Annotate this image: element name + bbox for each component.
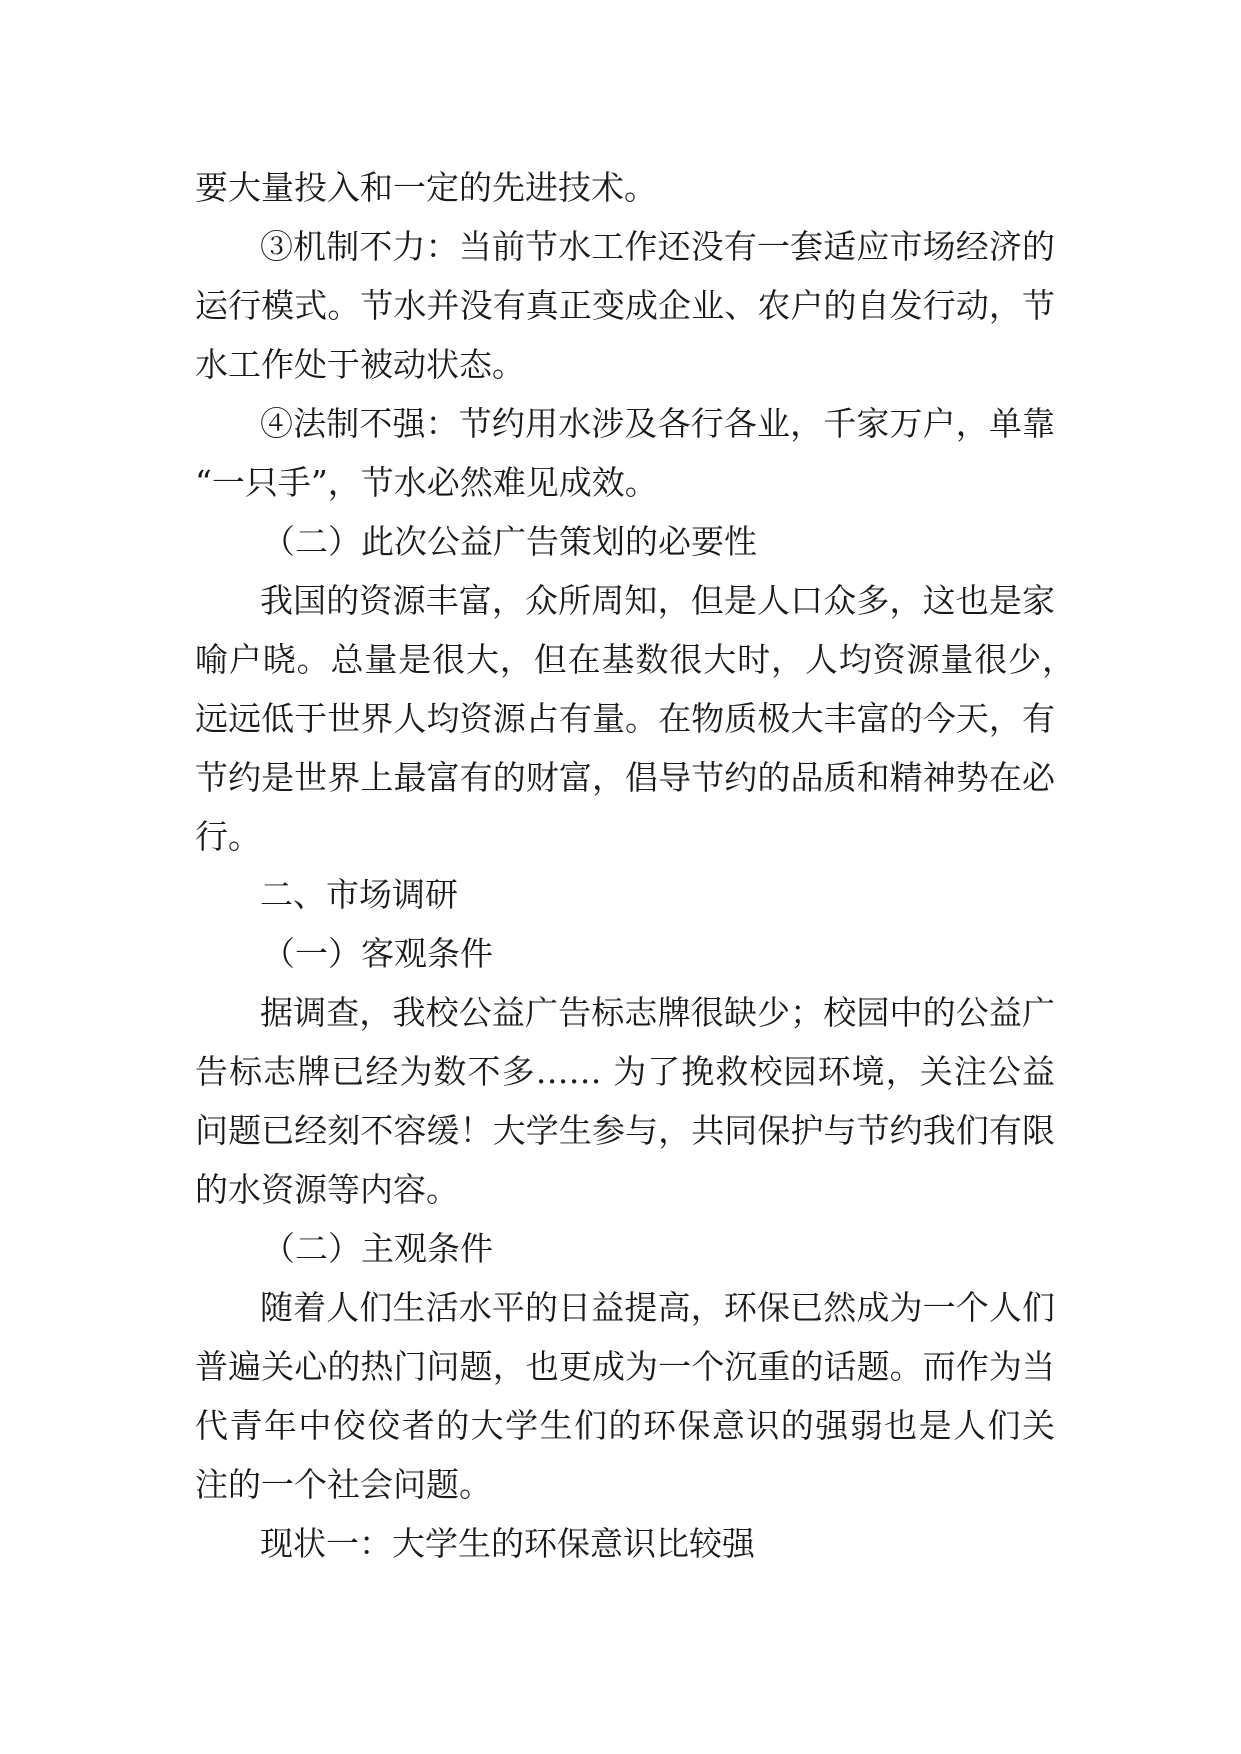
text-line: 据调查，我校公益广告标志牌很缺少；校园中的公益广 — [260, 993, 1055, 1032]
text-line: 节约是世界上最富有的财富，倡导节约的品质和精神势在必 — [195, 758, 1055, 797]
text-line: 的水资源等内容。 — [195, 1170, 459, 1209]
subsection-heading: （二）此次公益广告策划的必要性 — [262, 522, 757, 561]
text-line: 现状一：大学生的环保意识比较强 — [260, 1524, 755, 1563]
text-line: 喻户晓。总量是很大，但在基数很大时，人均资源量很少， — [195, 640, 1075, 679]
text-line: 告标志牌已经为数不多…… 为了挽救校园环境，关注公益 — [195, 1052, 1055, 1091]
subsection-heading: （二）主观条件 — [262, 1229, 493, 1268]
text-line: 我国的资源丰富，众所周知，但是人口众多，这也是家 — [260, 581, 1055, 620]
text-line: 水工作处于被动状态。 — [195, 345, 525, 384]
text-line: ③机制不力：当前节水工作还没有一套适应市场经济的 — [260, 227, 1055, 266]
subsection-heading: （一）客观条件 — [262, 934, 493, 973]
text-line: 要大量投入和一定的先进技术。 — [195, 168, 657, 207]
text-line: 行。 — [195, 817, 261, 856]
section-heading: 二、市场调研 — [260, 875, 458, 914]
text-line: 远远低于世界人均资源占有量。在物质极大丰富的今天，有 — [195, 699, 1055, 738]
text-line: 代青年中佼佼者的大学生们的环保意识的强弱也是人们关 — [195, 1406, 1055, 1445]
text-line: 随着人们生活水平的日益提高，环保已然成为一个人们 — [260, 1288, 1055, 1327]
text-line: 注的一个社会问题。 — [195, 1465, 492, 1504]
text-line: 运行模式。节水并没有真正变成企业、农户的自发行动，节 — [195, 286, 1055, 325]
text-line: 问题已经刻不容缓！大学生参与，共同保护与节约我们有限 — [195, 1111, 1055, 1150]
text-line: ④法制不强：节约用水涉及各行各业，千家万户，单靠 — [260, 404, 1055, 443]
text-line: 普遍关心的热门问题，也更成为一个沉重的话题。而作为当 — [195, 1347, 1055, 1386]
text-line: “一只手”，节水必然难见成效。 — [195, 463, 658, 502]
